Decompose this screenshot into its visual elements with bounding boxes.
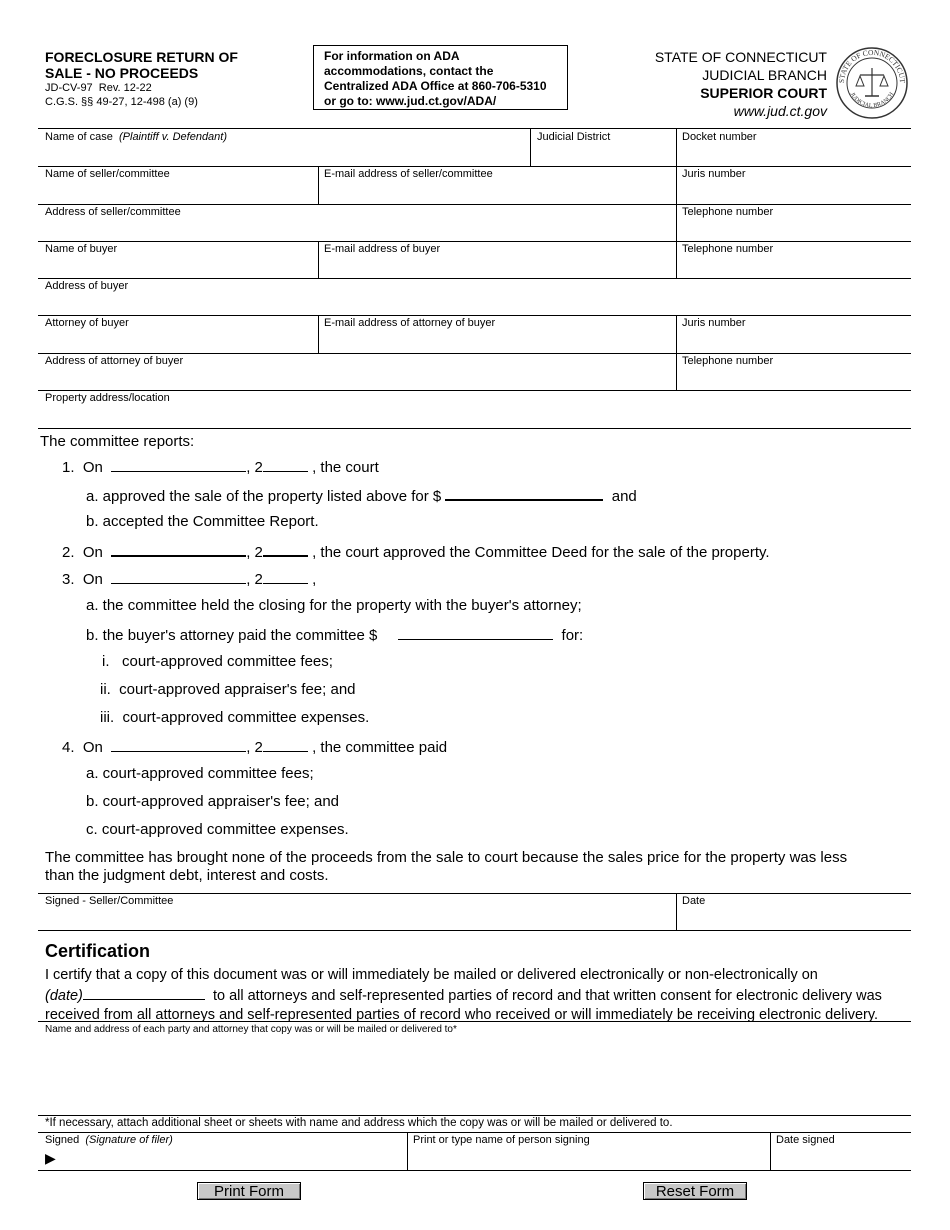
grid-rule [38,278,911,279]
seller-address-input[interactable] [45,221,672,239]
buyer-phone-input[interactable] [682,258,907,276]
attorney-name-label: Attorney of buyer [45,317,129,329]
ada-line4: or go to: www.jud.ct.gov/ADA/ [324,94,497,108]
year-prefix: , 2 [246,739,263,756]
certification-text [45,966,882,1025]
and-label: and [611,488,637,505]
seller-name-label: Name of seller/committee [45,168,170,180]
buyer-address-label: Address of buyer [45,280,129,292]
grid-divider [676,167,677,204]
attorney-address-input[interactable] [45,370,672,388]
seller-juris-label: Juris number [682,168,746,180]
seller-signature-input[interactable] [45,910,672,928]
item3-suffix: , [312,571,317,588]
item2-suffix: , the court approved the Committee Deed for the sale of the property. [312,544,770,561]
form-title [45,49,238,81]
judicial-district-input[interactable] [537,146,672,164]
filer-divider [770,1133,771,1170]
cert-rule [38,1021,911,1022]
case-name-input[interactable] [45,146,525,164]
case-name-hint: (Plaintiff v. Defendant) [119,131,228,143]
attorney-juris-label: Juris number [682,317,746,329]
grid-bottom-rule [38,428,911,429]
grid-divider [676,242,677,278]
on-label: On [82,571,103,588]
report-item-3b [86,625,583,644]
report-item-1b: b. accepted the Committee Report. [86,513,319,530]
print-name-input[interactable] [413,1150,765,1168]
state-name: STATE OF CONNECTICUT [654,49,827,65]
grid-divider [676,316,677,353]
cert-line2-rest: to all attorneys and self-represented parties of record and that written consent for electronic delivery was [212,988,882,1004]
report-item-3a: a. the committee held the closing for the property with the buyer's attorney; [86,597,582,614]
report-item-3b-i: i. court-approved committee fees; [102,653,333,670]
filer-signature-input[interactable] [62,1150,402,1168]
amount-paid-field[interactable] [398,625,553,640]
grid-rule [38,166,911,167]
seller-juris-input[interactable] [682,183,907,201]
buyer-email-label: E-mail address of buyer [324,243,441,255]
signature-date-label: Date [682,895,706,907]
attorney-name-input[interactable] [45,332,313,350]
year-prefix: , 2 [246,571,263,588]
state-seal-icon [835,46,909,120]
on-label: On [82,459,103,476]
grid-rule [38,241,911,242]
report-item-4 [62,737,447,756]
grid-rule [38,353,911,354]
grid-divider [676,129,677,166]
attach-top-rule [38,1115,911,1116]
sale-price-field[interactable] [445,485,603,501]
report-item-3b-iii: iii. court-approved committee expenses. [100,709,370,726]
docket-number-input[interactable] [682,146,907,164]
superior-court: SUPERIOR COURT [700,85,827,101]
seller-email-input[interactable] [324,183,672,201]
seal-bottom-text: JUDICIAL BRANCH [848,91,896,110]
ada-line1: For information on ADA [324,49,460,63]
statute-reference: C.G.S. §§ 49-27, 12-498 (a) (9) [45,96,198,108]
grid-divider [318,242,319,278]
year-prefix: , 2 [246,459,263,476]
seller-phone-label: Telephone number [682,206,774,218]
signed-filer-hint: (Signature of filer) [85,1134,173,1146]
ada-notice-box [313,45,568,110]
docket-number-label: Docket number [682,131,757,143]
cert-line2 [45,985,882,1006]
signature-divider [676,894,677,930]
grid-divider [318,316,319,353]
buyer-name-label: Name of buyer [45,243,118,255]
report-item-3 [62,569,316,588]
date-signed-label: Date signed [776,1134,835,1146]
form-title-line1: FORECLOSURE RETURN OF [45,49,238,65]
grid-divider [318,167,319,204]
buyer-email-input[interactable] [324,258,672,276]
signature-arrow-icon: ▶ [45,1150,56,1166]
form-id: JD-CV-97 Rev. 12-22 [45,82,152,94]
grid-rule [38,204,911,205]
seller-email-label: E-mail address of seller/committee [324,168,493,180]
signed-filer-text: Signed [45,1134,80,1146]
signed-filer-label [45,1134,173,1146]
grid-divider [676,205,677,241]
signature-bottom-rule [38,930,911,931]
case-name-label-text: Name of case [45,131,113,143]
item1-date-field[interactable] [111,457,246,472]
grid-rule [38,390,911,391]
date-signed-input[interactable] [776,1150,907,1168]
item4-date-field[interactable] [111,737,246,752]
parties-textarea[interactable] [45,1040,907,1110]
attorney-phone-label: Telephone number [682,355,774,367]
reset-form-button[interactable]: Reset Form [643,1182,747,1200]
seller-address-label: Address of seller/committee [45,206,181,218]
item-number: 4. [62,739,75,756]
report-item-1a [86,485,637,505]
print-form-button[interactable]: Print Form [197,1182,301,1200]
filer-divider [407,1133,408,1170]
grid-divider [530,129,531,166]
buyer-address-input[interactable] [45,295,907,313]
signed-seller-label: Signed - Seller/Committee [45,895,174,907]
closing-line1: The committee has brought none of the proceeds from the sale to court because the sales price for the property was less [45,849,848,866]
signature-date-input[interactable] [682,910,907,928]
property-address-label: Property address/location [45,392,170,404]
attorney-email-label: E-mail address of attorney of buyer [324,317,496,329]
report-item-2 [62,541,770,561]
grid-divider [676,354,677,390]
cert-line1: I certify that a copy of this document was or will immediately be mailed or delivered electronically or non-electronically on [45,967,818,983]
seller-name-input[interactable] [45,183,313,201]
filer-bottom-rule [38,1170,911,1171]
cert-line3: received from all attorneys and self-represented parties of record who received or will immediately be receiving electronic delivery. [45,1007,879,1023]
form-title-line2: SALE - NO PROCEEDS [45,65,199,81]
closing-statement [45,849,847,885]
report-item-1 [62,457,379,476]
property-address-input[interactable] [45,407,907,425]
ada-line3: Centralized ADA Office at 860-706-5310 [324,79,547,93]
item4-year-field[interactable] [263,737,308,752]
report-item-4c: c. court-approved committee expenses. [86,821,349,838]
attach-note: *If necessary, attach additional sheet or sheets with name and address which the copy was or will be mailed or delivered to. [45,1117,673,1129]
judicial-district-label: Judicial District [537,131,611,143]
attorney-juris-input[interactable] [682,332,907,350]
item3b-text: b. the buyer's attorney paid the committee $ [86,627,378,644]
item-number: 3. [62,571,75,588]
ada-line2: accommodations, contact the [324,64,494,78]
court-header [655,48,827,120]
certification-heading: Certification [45,941,151,961]
buyer-name-input[interactable] [45,258,313,276]
grid-top-rule [38,128,911,129]
buyer-phone-label: Telephone number [682,243,774,255]
item1-year-field[interactable] [263,457,308,472]
case-name-label [45,131,227,143]
item4-suffix: , the committee paid [312,739,448,756]
attorney-address-label: Address of attorney of buyer [45,355,184,367]
judicial-branch: JUDICIAL BRANCH [702,67,827,83]
attorney-email-input[interactable] [324,332,672,350]
year-prefix: , 2 [246,544,263,561]
item-number: 1. [62,459,75,476]
report-item-4b: b. court-approved appraiser's fee; and [86,793,340,810]
report-item-3b-ii: ii. court-approved appraiser's fee; and [100,681,356,698]
item2-year-field[interactable] [263,541,308,557]
report-intro: The committee reports: [40,433,195,450]
for-label: for: [561,627,584,644]
item3-year-field[interactable] [263,569,308,584]
item1-suffix: , the court [312,459,379,476]
cert-date-field[interactable] [83,985,205,1000]
filer-top-rule [38,1132,911,1133]
attorney-phone-input[interactable] [682,370,907,388]
on-label: On [82,544,103,561]
item2-date-field[interactable] [111,541,246,557]
parties-label: Name and address of each party and attorney that copy was or will be mailed or delivered to* [45,1024,457,1035]
signature-top-rule [38,893,911,894]
seller-phone-input[interactable] [682,221,907,239]
seal-top-text: STATE OF CONNECTICUT [836,47,908,84]
item3-date-field[interactable] [111,569,246,584]
grid-rule [38,315,911,316]
closing-line2: than the judgment debt, interest and costs. [45,867,329,884]
item1a-text: a. approved the sale of the property listed above for $ [86,488,442,505]
on-label: On [82,739,103,756]
cert-date-label: (date) [45,988,83,1004]
website: www.jud.ct.gov [733,103,827,119]
report-item-4a: a. court-approved committee fees; [86,765,314,782]
item-number: 2. [62,544,75,561]
print-name-label: Print or type name of person signing [413,1134,590,1146]
